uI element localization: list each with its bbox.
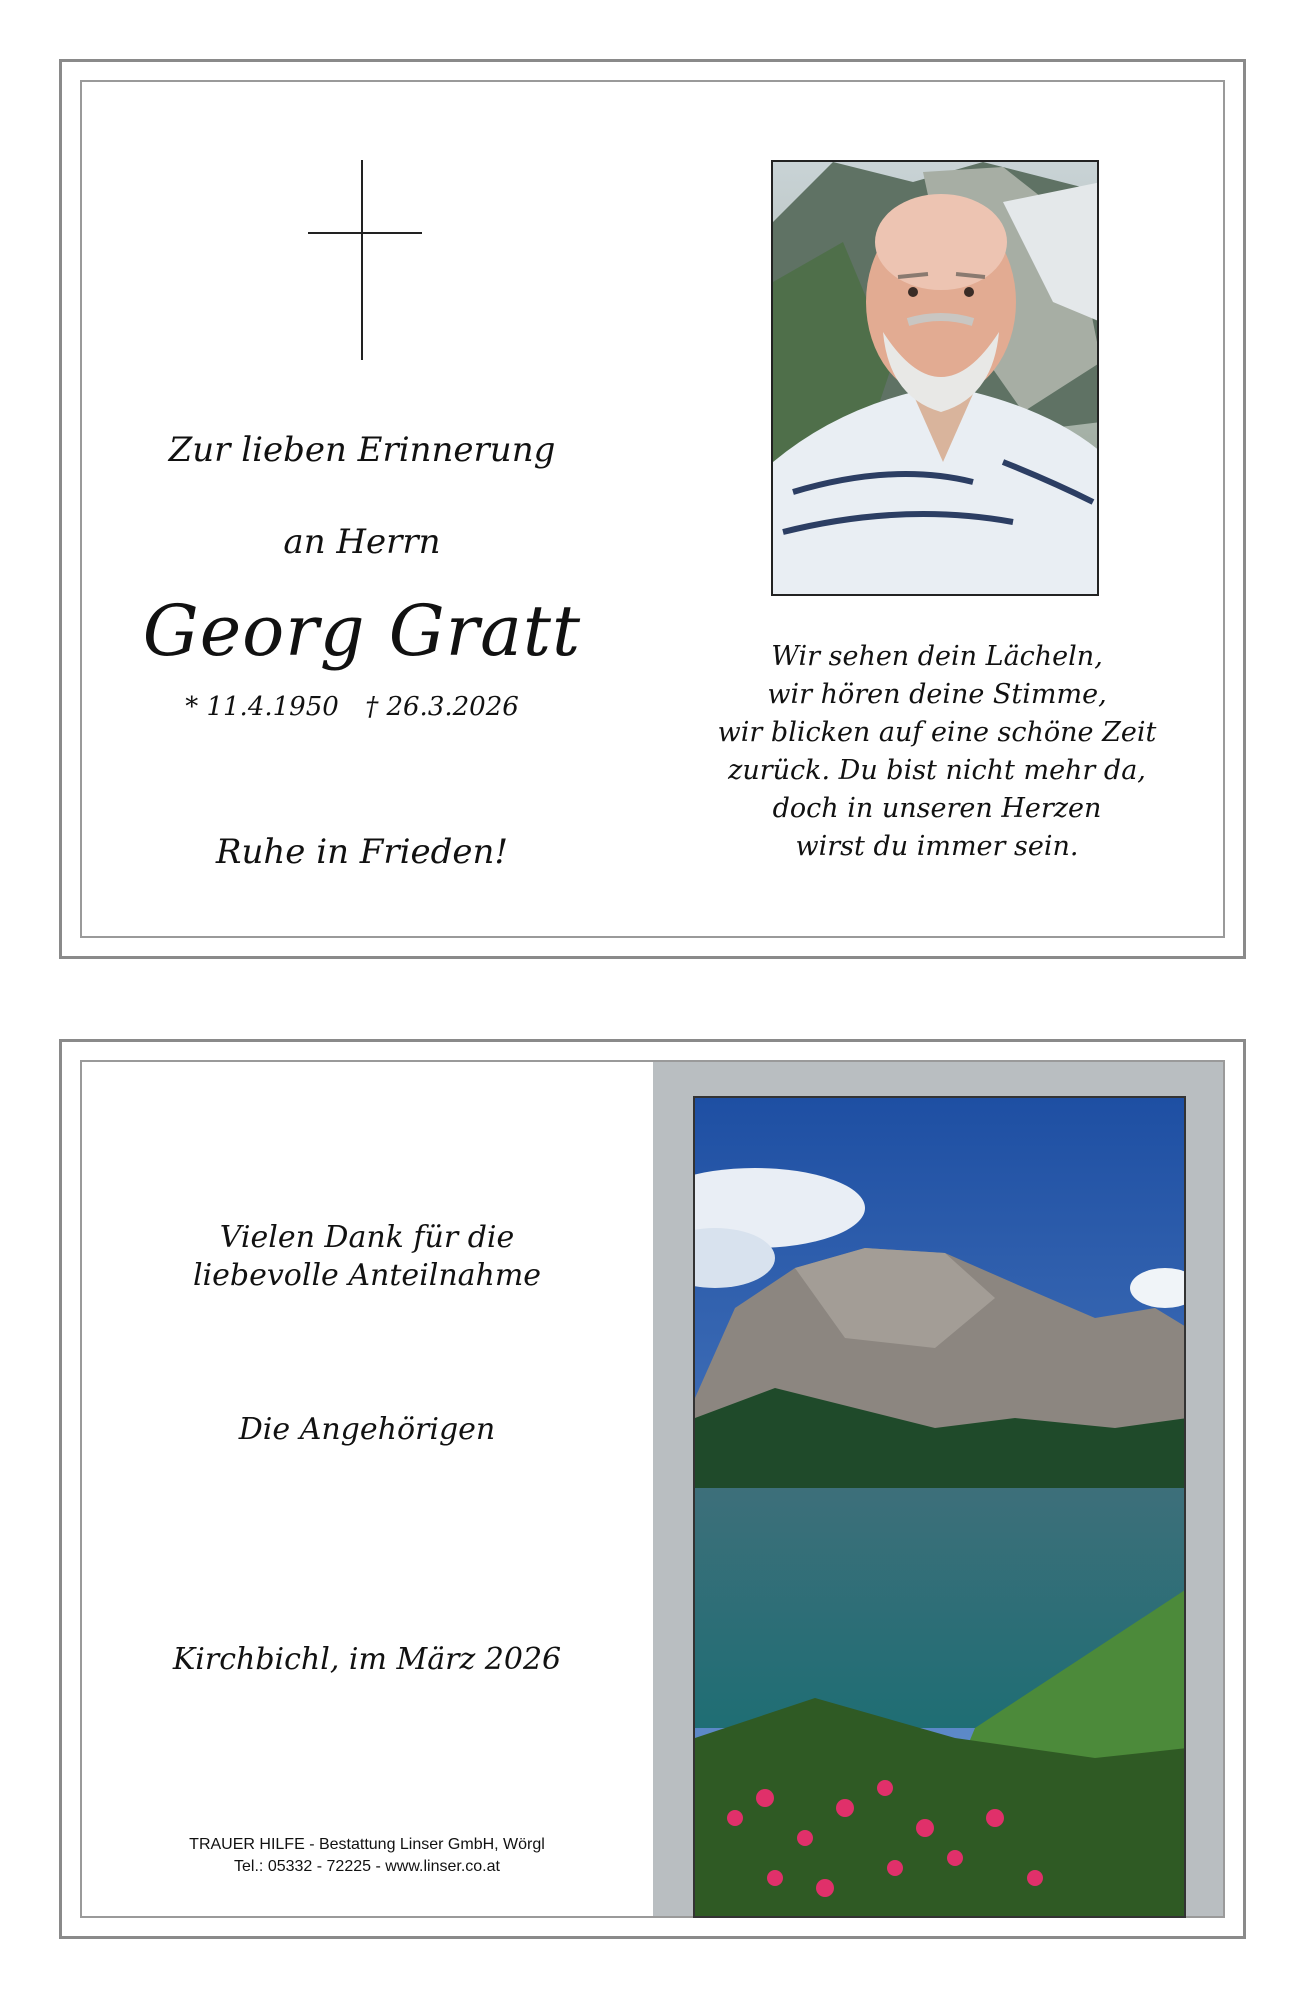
deceased-name: Georg Gratt: [142, 590, 582, 672]
closing-words: Ruhe in Frieden!: [215, 832, 509, 872]
thanks-message: [122, 1219, 612, 1295]
birth-date: * 11.4.1950: [185, 692, 339, 722]
poem: [682, 638, 1192, 866]
family-signature: Die Angehörigen: [238, 1412, 496, 1447]
memorial-card-front: [59, 59, 1246, 959]
death-date: † 26.3.2026: [365, 692, 519, 722]
funeral-home-info: [122, 1834, 612, 1878]
poem-line: zurück. Du bist nicht mehr da,: [728, 755, 1146, 786]
mountain-lake-photo: [693, 1096, 1186, 1918]
card-back-inner: [80, 1060, 1225, 1918]
thanks-line: Vielen Dank für die: [219, 1220, 515, 1255]
poem-line: Wir sehen dein Lächeln,: [771, 641, 1103, 672]
poem-line: doch in unseren Herzen: [772, 793, 1102, 824]
place-date: Kirchbichl, im März 2026: [172, 1642, 562, 1677]
poem-line: wirst du immer sein.: [795, 831, 1079, 862]
funeral-home-line: TRAUER HILFE - Bestattung Linser GmbH, Wörgl: [189, 1836, 545, 1853]
salutation: an Herrn: [283, 522, 441, 562]
thanks-line: liebevolle Anteilnahme: [192, 1258, 542, 1293]
funeral-home-line: Tel.: 05332 - 72225 - www.linser.co.at: [234, 1858, 500, 1875]
memorial-card-back: [59, 1039, 1246, 1939]
photo-panel: [653, 1062, 1223, 1916]
poem-line: wir hören deine Stimme,: [767, 679, 1107, 710]
card-front-inner: [80, 80, 1225, 938]
memorial-heading: Zur lieben Erinnerung: [168, 430, 556, 470]
portrait-photo: [771, 160, 1099, 596]
poem-line: wir blicken auf eine schöne Zeit: [717, 717, 1157, 748]
